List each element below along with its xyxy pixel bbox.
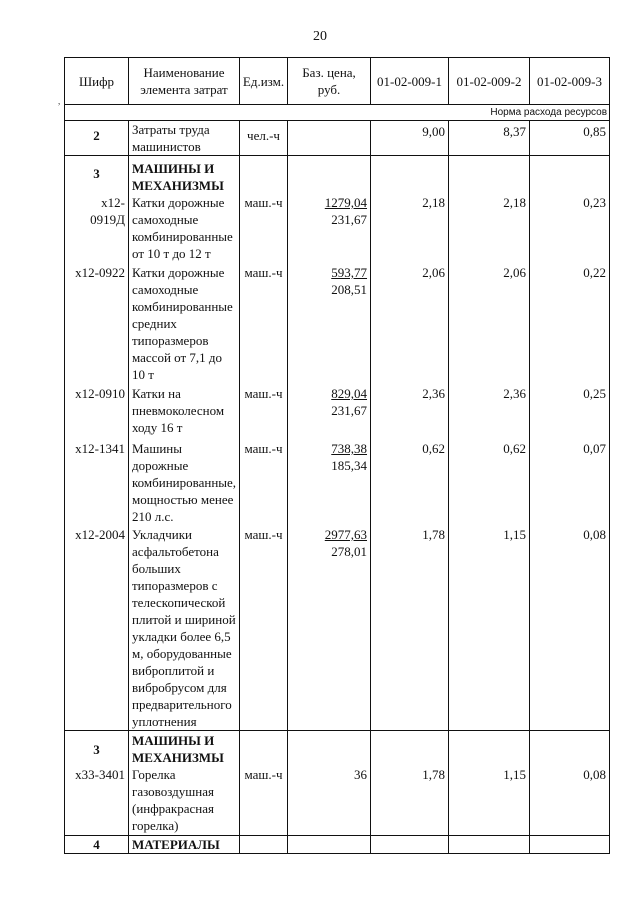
burner-unit: маш.-ч — [240, 766, 288, 836]
row-v1: 2,18 — [371, 194, 449, 262]
table-row — [65, 194, 610, 262]
row-unit: маш.-ч — [240, 383, 288, 438]
table-header-row — [65, 58, 610, 105]
header-name: Наименование элемента затрат — [129, 58, 240, 105]
burner-name: Горелка газовоздушная (инфракрасная горелка) — [129, 766, 240, 836]
row-unit: маш.-ч — [240, 526, 288, 731]
header-col1: 01-02-009-1 — [371, 58, 449, 105]
burner-code: х33-3401 — [65, 766, 129, 836]
header-unit: Ед.изм. — [240, 58, 288, 105]
row-v2: 0,62 — [449, 438, 530, 526]
burner-price: 36 — [288, 766, 371, 836]
materials-section-num: 4 — [65, 836, 129, 854]
labor-price — [288, 121, 371, 156]
labor-num: 2 — [65, 121, 129, 156]
row-price-wage: 231,67 — [331, 403, 368, 418]
burner-v2: 1,15 — [449, 766, 530, 836]
header-col3: 01-02-009-3 — [530, 58, 610, 105]
machines-section-num: 3 — [65, 156, 129, 195]
table-row — [65, 262, 610, 383]
labor-name: Затраты труда машинистов — [129, 121, 240, 156]
labor-unit: чел.-ч — [240, 121, 288, 156]
row-name: Машины дорожные комбинированные, мощностью менее 210 л.с. — [129, 438, 240, 526]
burner-row — [65, 766, 610, 836]
machines-section-title: МАШИНЫ И МЕХАНИЗМЫ — [129, 156, 240, 195]
row-price-wage: 185,34 — [331, 458, 368, 473]
row-v1: 1,78 — [371, 526, 449, 731]
row-code: х12-2004 — [65, 526, 129, 731]
row-price-base: 593,77 — [331, 265, 368, 280]
labor-v3: 0,85 — [530, 121, 610, 156]
burner-v3: 0,08 — [530, 766, 610, 836]
row-unit: маш.-ч — [240, 438, 288, 526]
row-code: х12-0922 — [65, 262, 129, 383]
row-v1: 0,62 — [371, 438, 449, 526]
burner-v1: 1,78 — [371, 766, 449, 836]
header-code: Шифр — [65, 58, 129, 105]
row-unit: маш.-ч — [240, 194, 288, 262]
row-price-wage: 208,51 — [331, 282, 368, 297]
materials-section-row — [65, 836, 610, 854]
row-v1: 2,36 — [371, 383, 449, 438]
materials-section-title: МАТЕРИАЛЫ — [129, 836, 240, 854]
row-code: х12-0919Д — [65, 194, 129, 262]
row-price-base: 829,04 — [331, 386, 368, 401]
machines2-section-title: МАШИНЫ И МЕХАНИЗМЫ — [129, 731, 240, 767]
row-v1: 2,06 — [371, 262, 449, 383]
row-unit: маш.-ч — [240, 262, 288, 383]
row-name: Катки на пневмоколесном ходу 16 т — [129, 383, 240, 438]
table-row — [65, 526, 610, 731]
scan-artifact: , — [58, 96, 61, 106]
row-code: х12-1341 — [65, 438, 129, 526]
resource-table-container — [64, 57, 610, 854]
row-v3: 0,22 — [530, 262, 610, 383]
machines2-section-row — [65, 731, 610, 767]
row-v2: 1,15 — [449, 526, 530, 731]
machines2-section-num: 3 — [65, 731, 129, 767]
row-name: Катки дорожные самоходные комбинированные от 10 т до 12 т — [129, 194, 240, 262]
table-row — [65, 383, 610, 438]
row-price-base: 1279,04 — [324, 195, 368, 210]
row-v2: 2,36 — [449, 383, 530, 438]
page-number: 20 — [313, 29, 327, 44]
machines-section-row — [65, 156, 610, 195]
table-row — [65, 438, 610, 526]
row-v3: 0,07 — [530, 438, 610, 526]
row-name: Укладчики асфальтобетона больших типоразмеров с телескопической плитой и шириной укладки более 6,5 м, оборудованные виброплитой и вибробрусом для предварительного уплотнения — [129, 526, 240, 731]
row-price-wage: 278,01 — [331, 544, 368, 559]
row-price-wage: 231,67 — [331, 212, 368, 227]
norma-row — [65, 105, 610, 121]
row-v3: 0,08 — [530, 526, 610, 731]
row-v2: 2,06 — [449, 262, 530, 383]
labor-v1: 9,00 — [371, 121, 449, 156]
row-v3: 0,23 — [530, 194, 610, 262]
header-price: Баз. цена, руб. — [288, 58, 371, 105]
row-v2: 2,18 — [449, 194, 530, 262]
labor-row — [65, 121, 610, 156]
row-v3: 0,25 — [530, 383, 610, 438]
row-name: Катки дорожные самоходные комбинированные средних типоразмеров массой от 7,1 до 10 т — [129, 262, 240, 383]
resource-norm-table — [64, 57, 610, 854]
norma-label: Норма расхода ресурсов — [65, 105, 610, 121]
row-price-base: 2977,63 — [324, 527, 368, 542]
labor-v2: 8,37 — [449, 121, 530, 156]
row-code: х12-0910 — [65, 383, 129, 438]
row-price-base: 738,38 — [331, 441, 368, 456]
header-col2: 01-02-009-2 — [449, 58, 530, 105]
